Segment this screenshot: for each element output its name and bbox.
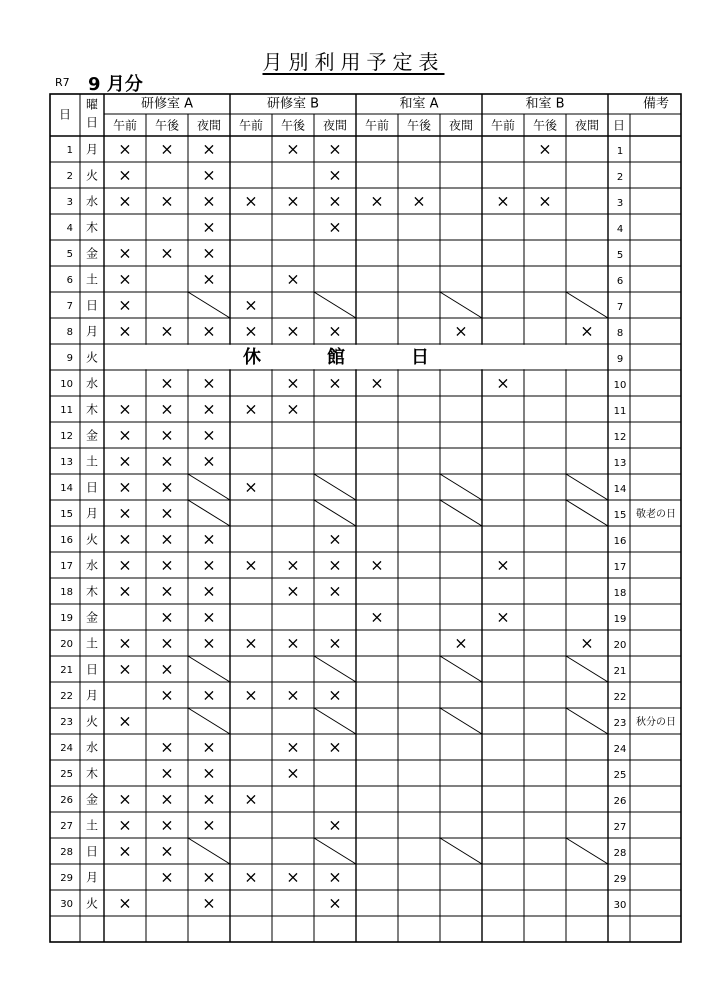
row-remarks-day: 8 xyxy=(616,328,624,339)
row-day: 7 xyxy=(66,301,73,312)
booked-mark: × xyxy=(118,399,132,419)
booked-mark: × xyxy=(202,425,216,445)
row-day: 18 xyxy=(60,587,73,598)
unavailable-slash xyxy=(440,474,482,500)
row-weekday: 火 xyxy=(85,350,99,365)
row-day: 11 xyxy=(60,405,73,416)
booked-mark: × xyxy=(328,893,342,913)
booked-mark: × xyxy=(160,633,174,653)
row-weekday: 金 xyxy=(85,610,99,625)
booked-mark: × xyxy=(370,607,384,627)
booked-mark: × xyxy=(328,321,342,341)
booked-mark: × xyxy=(286,867,300,887)
row-day: 21 xyxy=(60,665,73,676)
booked-mark: × xyxy=(244,685,258,705)
unavailable-slash xyxy=(440,656,482,682)
row-weekday: 日 xyxy=(85,298,99,313)
header-period: 午前 xyxy=(364,118,390,133)
row-remarks-day: 6 xyxy=(616,276,624,287)
row-remarks-day: 11 xyxy=(613,406,627,417)
row-day: 8 xyxy=(66,327,73,338)
booked-mark: × xyxy=(202,867,216,887)
booked-mark: × xyxy=(118,841,132,861)
booked-mark: × xyxy=(286,581,300,601)
booked-mark: × xyxy=(202,815,216,835)
booked-mark: × xyxy=(118,243,132,263)
booked-mark: × xyxy=(160,789,174,809)
booked-mark: × xyxy=(160,581,174,601)
row-weekday: 月 xyxy=(85,688,99,703)
row-weekday: 火 xyxy=(85,896,99,911)
booked-mark: × xyxy=(202,269,216,289)
booked-mark: × xyxy=(496,373,510,393)
row-weekday: 金 xyxy=(85,792,99,807)
booked-mark: × xyxy=(160,243,174,263)
booked-mark: × xyxy=(160,373,174,393)
row-weekday: 土 xyxy=(85,454,99,469)
booked-mark: × xyxy=(118,295,132,315)
booked-mark: × xyxy=(160,737,174,757)
booked-mark: × xyxy=(202,581,216,601)
booked-mark: × xyxy=(244,191,258,211)
header-period: 午後 xyxy=(406,118,432,133)
booked-mark: × xyxy=(286,555,300,575)
row-remarks-day: 21 xyxy=(613,666,627,677)
booked-mark: × xyxy=(286,685,300,705)
header-remarks-day: 日 xyxy=(612,118,626,133)
header-room-2: 研修室 B xyxy=(266,96,320,112)
unavailable-slash xyxy=(440,292,482,318)
row-day: 1 xyxy=(66,145,73,156)
row-remarks-day: 15 xyxy=(613,510,627,521)
header-weekday-1: 曜 xyxy=(85,97,99,112)
booked-mark: × xyxy=(118,477,132,497)
row-note: 敬老の日 xyxy=(636,509,676,520)
row-day: 14 xyxy=(60,483,73,494)
row-day: 17 xyxy=(60,561,73,572)
header-room-3: 和室 A xyxy=(399,96,439,112)
row-day: 15 xyxy=(60,509,73,520)
booked-mark: × xyxy=(160,555,174,575)
unavailable-slash xyxy=(566,474,608,500)
era-label: R7 xyxy=(55,76,70,89)
booked-mark: × xyxy=(286,763,300,783)
booked-mark: × xyxy=(286,633,300,653)
booked-mark: × xyxy=(286,321,300,341)
booked-mark: × xyxy=(118,711,132,731)
booked-mark: × xyxy=(202,139,216,159)
unavailable-slash xyxy=(188,656,230,682)
booked-mark: × xyxy=(118,893,132,913)
booked-mark: × xyxy=(202,217,216,237)
booked-mark: × xyxy=(160,321,174,341)
booked-mark: × xyxy=(118,191,132,211)
booked-mark: × xyxy=(160,399,174,419)
row-weekday: 水 xyxy=(85,740,99,755)
booked-mark: × xyxy=(202,737,216,757)
booked-mark: × xyxy=(202,607,216,627)
row-weekday: 火 xyxy=(85,714,99,729)
unavailable-slash xyxy=(188,838,230,864)
booked-mark: × xyxy=(328,165,342,185)
booked-mark: × xyxy=(118,321,132,341)
booked-mark: × xyxy=(328,581,342,601)
booked-mark: × xyxy=(118,139,132,159)
booked-mark: × xyxy=(118,789,132,809)
booked-mark: × xyxy=(328,737,342,757)
booked-mark: × xyxy=(370,555,384,575)
booked-mark: × xyxy=(580,633,594,653)
row-remarks-day: 12 xyxy=(613,432,627,443)
header-period: 午後 xyxy=(154,118,180,133)
booked-mark: × xyxy=(160,191,174,211)
header-period: 午前 xyxy=(238,118,264,133)
row-weekday: 日 xyxy=(85,844,99,859)
unavailable-slash xyxy=(314,292,356,318)
header-room-1: 研修室 A xyxy=(140,96,194,112)
booked-mark: × xyxy=(202,243,216,263)
row-remarks-day: 4 xyxy=(616,224,624,235)
booked-mark: × xyxy=(370,373,384,393)
booked-mark: × xyxy=(202,191,216,211)
page-title: 月別利用予定表 xyxy=(262,50,445,74)
unavailable-slash xyxy=(440,500,482,526)
unavailable-slash xyxy=(314,708,356,734)
row-remarks-day: 3 xyxy=(616,198,624,209)
booked-mark: × xyxy=(118,451,132,471)
row-weekday: 土 xyxy=(85,818,99,833)
row-day: 4 xyxy=(66,223,73,234)
row-remarks-day: 13 xyxy=(613,458,627,469)
booked-mark: × xyxy=(328,373,342,393)
booked-mark: × xyxy=(286,373,300,393)
header-period: 夜間 xyxy=(322,118,348,133)
booked-mark: × xyxy=(244,477,258,497)
row-remarks-day: 30 xyxy=(613,900,627,911)
table-frame xyxy=(50,94,681,942)
booked-mark: × xyxy=(328,191,342,211)
row-weekday: 水 xyxy=(85,194,99,209)
row-day: 12 xyxy=(60,431,73,442)
booked-mark: × xyxy=(496,607,510,627)
booked-mark: × xyxy=(202,529,216,549)
closed-text: 休 xyxy=(243,347,261,368)
booked-mark: × xyxy=(454,321,468,341)
booked-mark: × xyxy=(328,867,342,887)
row-remarks-day: 26 xyxy=(613,796,627,807)
header-period: 午後 xyxy=(280,118,306,133)
row-day: 27 xyxy=(60,821,73,832)
row-remarks-day: 9 xyxy=(616,354,624,365)
booked-mark: × xyxy=(202,451,216,471)
header-period: 午前 xyxy=(112,118,138,133)
row-day: 9 xyxy=(66,353,73,364)
closed-row-bg xyxy=(105,345,607,369)
booked-mark: × xyxy=(160,659,174,679)
row-day: 16 xyxy=(60,535,73,546)
unavailable-slash xyxy=(566,838,608,864)
row-remarks-day: 28 xyxy=(613,848,627,859)
booked-mark: × xyxy=(286,269,300,289)
header-room-4: 和室 B xyxy=(525,96,565,112)
row-remarks-day: 1 xyxy=(616,146,624,157)
unavailable-slash xyxy=(188,708,230,734)
row-day: 28 xyxy=(60,847,73,858)
row-remarks-day: 19 xyxy=(613,614,627,625)
header-day: 日 xyxy=(58,107,72,122)
booked-mark: × xyxy=(244,321,258,341)
row-remarks-day: 5 xyxy=(616,250,624,261)
row-weekday: 木 xyxy=(85,220,99,235)
booked-mark: × xyxy=(118,815,132,835)
row-weekday: 木 xyxy=(85,402,99,417)
row-weekday: 木 xyxy=(85,584,99,599)
booked-mark: × xyxy=(118,503,132,523)
row-remarks-day: 20 xyxy=(613,640,627,651)
unavailable-slash xyxy=(566,500,608,526)
booked-mark: × xyxy=(286,737,300,757)
unavailable-slash xyxy=(440,838,482,864)
booked-mark: × xyxy=(328,555,342,575)
header-period: 午後 xyxy=(532,118,558,133)
row-weekday: 金 xyxy=(85,428,99,443)
row-weekday: 金 xyxy=(85,246,99,261)
row-day: 10 xyxy=(60,379,73,390)
row-weekday: 日 xyxy=(85,480,99,495)
header-weekday-2: 日 xyxy=(85,115,99,130)
unavailable-slash xyxy=(188,500,230,526)
unavailable-slash xyxy=(566,708,608,734)
booked-mark: × xyxy=(496,191,510,211)
row-remarks-day: 7 xyxy=(616,302,624,313)
unavailable-slash xyxy=(188,474,230,500)
booked-mark: × xyxy=(496,555,510,575)
row-weekday: 月 xyxy=(85,506,99,521)
booked-mark: × xyxy=(118,269,132,289)
booked-mark: × xyxy=(286,191,300,211)
unavailable-slash xyxy=(188,292,230,318)
booked-mark: × xyxy=(538,139,552,159)
row-remarks-day: 16 xyxy=(613,536,627,547)
booked-mark: × xyxy=(328,815,342,835)
row-remarks-day: 29 xyxy=(613,874,627,885)
row-remarks-day: 22 xyxy=(613,692,627,703)
booked-mark: × xyxy=(202,399,216,419)
row-day: 6 xyxy=(66,275,73,286)
booked-mark: × xyxy=(244,399,258,419)
booked-mark: × xyxy=(202,763,216,783)
booked-mark: × xyxy=(328,217,342,237)
header-period: 夜間 xyxy=(448,118,474,133)
row-remarks-day: 10 xyxy=(613,380,627,391)
booked-mark: × xyxy=(202,321,216,341)
booked-mark: × xyxy=(328,633,342,653)
booked-mark: × xyxy=(244,789,258,809)
unavailable-slash xyxy=(314,474,356,500)
header-remarks: 備考 xyxy=(642,96,670,112)
unavailable-slash xyxy=(566,292,608,318)
row-remarks-day: 17 xyxy=(613,562,627,573)
booked-mark: × xyxy=(118,581,132,601)
row-weekday: 月 xyxy=(85,324,99,339)
booked-mark: × xyxy=(160,425,174,445)
row-remarks-day: 23 xyxy=(613,718,627,729)
unavailable-slash xyxy=(314,838,356,864)
booked-mark: × xyxy=(202,633,216,653)
row-weekday: 土 xyxy=(85,272,99,287)
booked-mark: × xyxy=(580,321,594,341)
booked-mark: × xyxy=(118,425,132,445)
row-day: 20 xyxy=(60,639,73,650)
booked-mark: × xyxy=(160,139,174,159)
unavailable-slash xyxy=(440,708,482,734)
row-weekday: 火 xyxy=(85,168,99,183)
booked-mark: × xyxy=(328,529,342,549)
month-label: 9 月分 xyxy=(88,74,143,95)
row-remarks-day: 25 xyxy=(613,770,627,781)
row-day: 30 xyxy=(60,899,73,910)
booked-mark: × xyxy=(160,451,174,471)
row-weekday: 木 xyxy=(85,766,99,781)
header-period: 夜間 xyxy=(196,118,222,133)
booked-mark: × xyxy=(286,399,300,419)
booked-mark: × xyxy=(118,633,132,653)
row-remarks-day: 18 xyxy=(613,588,627,599)
row-remarks-day: 2 xyxy=(616,172,624,183)
booked-mark: × xyxy=(118,165,132,185)
booked-mark: × xyxy=(328,685,342,705)
unavailable-slash xyxy=(314,656,356,682)
booked-mark: × xyxy=(160,685,174,705)
row-weekday: 火 xyxy=(85,532,99,547)
booked-mark: × xyxy=(370,191,384,211)
unavailable-slash xyxy=(314,500,356,526)
booked-mark: × xyxy=(160,763,174,783)
row-remarks-day: 24 xyxy=(613,744,627,755)
row-weekday: 月 xyxy=(85,142,99,157)
booked-mark: × xyxy=(160,867,174,887)
booked-mark: × xyxy=(244,555,258,575)
row-day: 29 xyxy=(60,873,73,884)
row-remarks-day: 27 xyxy=(613,822,627,833)
booked-mark: × xyxy=(160,815,174,835)
booked-mark: × xyxy=(202,685,216,705)
booked-mark: × xyxy=(160,503,174,523)
booked-mark: × xyxy=(202,789,216,809)
row-weekday: 水 xyxy=(85,558,99,573)
booked-mark: × xyxy=(202,555,216,575)
booked-mark: × xyxy=(538,191,552,211)
row-day: 22 xyxy=(60,691,73,702)
booked-mark: × xyxy=(118,529,132,549)
booked-mark: × xyxy=(160,529,174,549)
booked-mark: × xyxy=(202,165,216,185)
booked-mark: × xyxy=(160,841,174,861)
booked-mark: × xyxy=(328,139,342,159)
closed-text: 日 xyxy=(411,347,429,368)
row-day: 19 xyxy=(60,613,73,624)
closed-text: 館 xyxy=(327,347,345,368)
unavailable-slash xyxy=(566,656,608,682)
booked-mark: × xyxy=(160,607,174,627)
row-day: 2 xyxy=(66,171,73,182)
booked-mark: × xyxy=(286,139,300,159)
row-weekday: 土 xyxy=(85,636,99,651)
row-day: 23 xyxy=(60,717,73,728)
row-weekday: 水 xyxy=(85,376,99,391)
row-weekday: 日 xyxy=(85,662,99,677)
booked-mark: × xyxy=(244,633,258,653)
row-day: 26 xyxy=(60,795,73,806)
booked-mark: × xyxy=(412,191,426,211)
row-day: 5 xyxy=(66,249,73,260)
row-remarks-day: 14 xyxy=(613,484,627,495)
booked-mark: × xyxy=(118,659,132,679)
header-period: 夜間 xyxy=(574,118,600,133)
row-day: 13 xyxy=(60,457,73,468)
booked-mark: × xyxy=(454,633,468,653)
booked-mark: × xyxy=(244,867,258,887)
booked-mark: × xyxy=(244,295,258,315)
row-weekday: 月 xyxy=(85,870,99,885)
row-day: 24 xyxy=(60,743,73,754)
header-period: 午前 xyxy=(490,118,516,133)
booked-mark: × xyxy=(118,555,132,575)
row-note: 秋分の日 xyxy=(636,717,676,728)
row-day: 25 xyxy=(60,769,73,780)
booked-mark: × xyxy=(202,893,216,913)
row-day: 3 xyxy=(66,197,73,208)
booked-mark: × xyxy=(160,477,174,497)
booked-mark: × xyxy=(202,373,216,393)
